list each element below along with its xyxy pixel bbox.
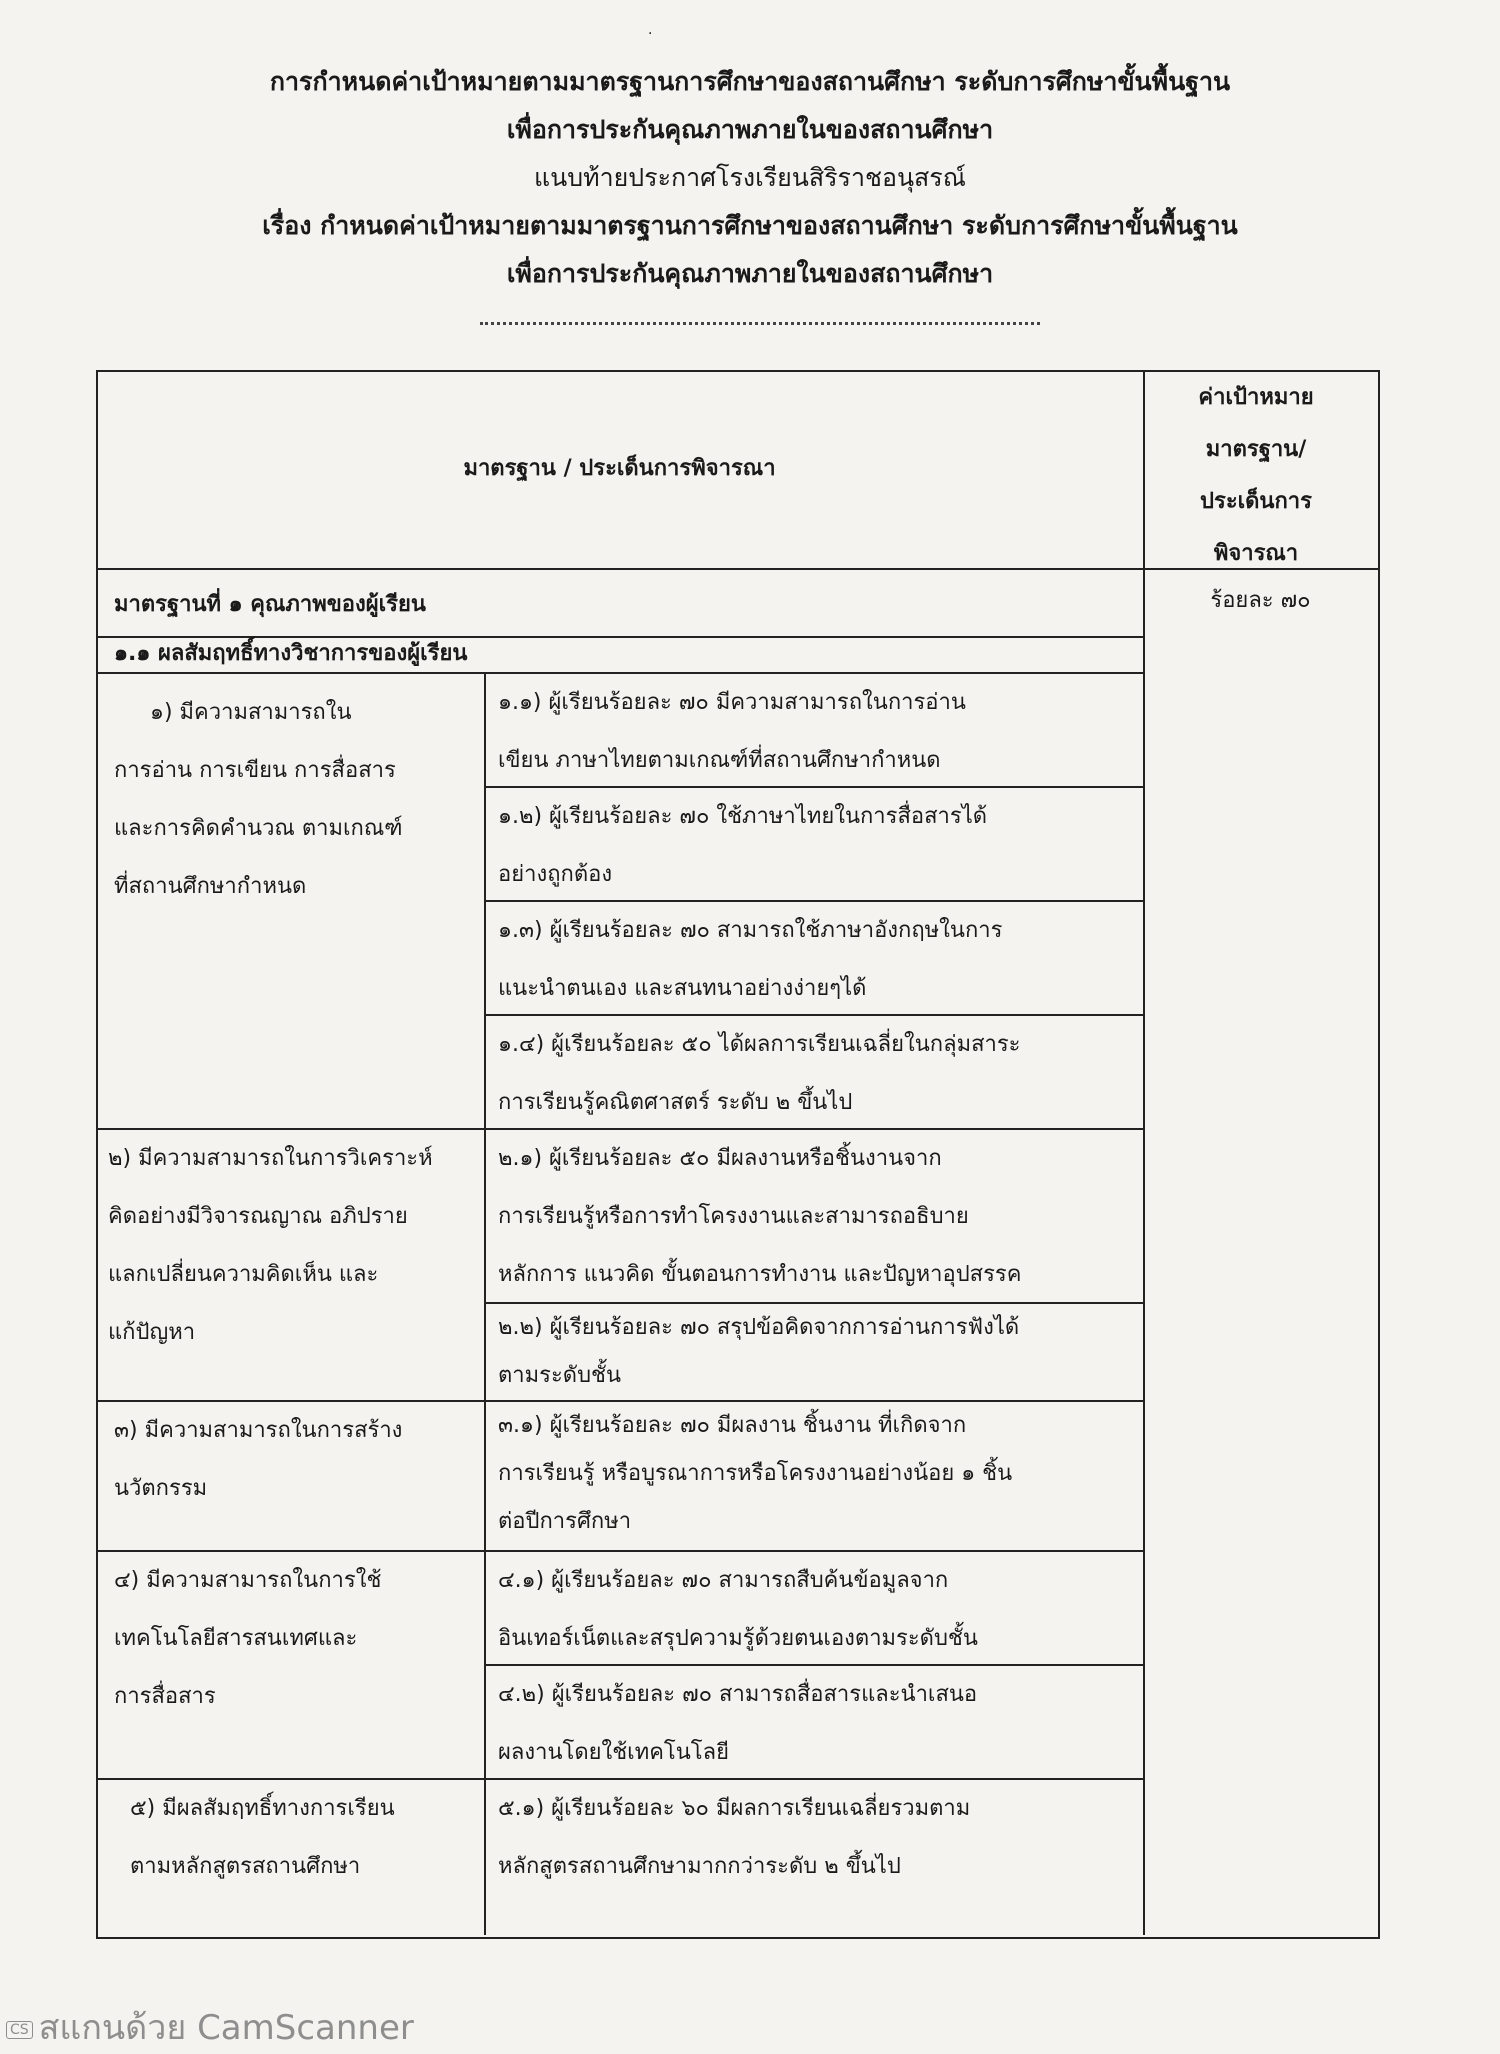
criterion-line: แนะนำตนเอง และสนทนาอย่างง่ายๆได้ [498,976,867,1001]
section-title: ๑.๑ ผลสัมฤทธิ์ทางวิชาการของผู้เรียน [114,641,468,666]
criterion-2-2 [498,1304,1019,1400]
camscanner-badge: CS [6,2021,33,2039]
criterion-line: หลักสูตรสถานศึกษามากกว่าระดับ ๒ ขึ้นไป [498,1854,901,1879]
header-line-1: การกำหนดค่าเป้าหมายตามมาตรฐานการศึกษาของสถานศึกษา ระดับการศึกษาขั้นพื้นฐาน [269,67,1231,96]
topic-2 [108,1130,433,1362]
criterion-line: ผลงานโดยใช้เทคโนโลยี [498,1740,729,1765]
col-header-target-line: มาตรฐาน/ [1205,437,1307,462]
criterion-line: ๑.๑) ผู้เรียนร้อยละ ๗๐ มีความสามารถในการอ่าน [498,690,966,715]
criterion-line: หลักการ แนวคิด ขั้นตอนการทำงาน และปัญหาอุปสรรค [498,1262,1022,1287]
criterion-line: ๔.๑) ผู้เรียนร้อยละ ๗๐ สามารถสืบค้นข้อมูลจาก [498,1568,949,1593]
criterion-line: ๒.๒) ผู้เรียนร้อยละ ๗๐ สรุปข้อคิดจากการอ่านการฟังได้ [498,1315,1020,1340]
topic-line: เทคโนโลยีสารสนเทศและ [114,1626,358,1651]
topic-line: ที่สถานศึกษากำหนด [114,874,307,899]
topic-line: ๓) มีความสามารถในการสร้าง [114,1418,403,1443]
topic-line: นวัตกรรม [114,1476,208,1501]
col-header-standards: มาตรฐาน / ประเด็นการพิจารณา [463,456,776,481]
header-line-3: แนบท้ายประกาศโรงเรียนสิริราชอนุสรณ์ [534,163,966,192]
header-line-4: เรื่อง กำหนดค่าเป้าหมายตามมาตรฐานการศึกษาของสถานศึกษา ระดับการศึกษาขั้นพื้นฐาน [262,211,1238,240]
document-header [0,58,1500,298]
criterion-line: ๔.๒) ผู้เรียนร้อยละ ๗๐ สามารถสื่อสารและนำเสนอ [498,1682,978,1707]
standard-target: ร้อยละ ๗๐ [1210,588,1311,613]
criterion-line: ๕.๑) ผู้เรียนร้อยละ ๖๐ มีผลการเรียนเฉลี่ยรวมตาม [498,1796,971,1821]
criterion-line: ตามระดับชั้น [498,1363,621,1388]
dotted-separator [480,322,1040,325]
criterion-1-4 [498,1016,1020,1132]
topic-line: แก้ปัญหา [108,1320,196,1345]
criterion-line: อินเทอร์เน็ตและสรุปความรู้ด้วยตนเองตามระดับชั้น [498,1626,978,1651]
criterion-line: ต่อปีการศึกษา [498,1509,632,1534]
topic-line: แลกเปลี่ยนความคิดเห็น และ [108,1262,379,1287]
topic-1 [114,684,403,916]
criterion-line: ๓.๑) ผู้เรียนร้อยละ ๗๐ มีผลงาน ชิ้นงาน ที่เกิดจาก [498,1413,967,1438]
scan-speck: . [648,22,653,38]
criterion-3-1 [498,1402,1012,1546]
criterion-1-2 [498,788,987,904]
camscanner-text: สแกนด้วย CamScanner [38,2008,414,2048]
criterion-line: การเรียนรู้หรือการทำโครงงานและสามารถอธิบาย [498,1204,969,1229]
criterion-line: ๑.๒) ผู้เรียนร้อยละ ๗๐ ใช้ภาษาไทยในการสื่อสารได้ [498,804,988,829]
topic-line: การสื่อสาร [114,1684,216,1709]
col-header-target-line: พิจารณา [1213,541,1299,566]
topic-line: ๑) มีความสามารถใน [150,700,352,725]
header-line-5: เพื่อการประกันคุณภาพภายในของสถานศึกษา [506,259,994,288]
topic-line: ๒) มีความสามารถในการวิเคราะห์ [108,1146,433,1171]
topic-line: การอ่าน การเขียน การสื่อสาร [114,758,396,783]
criterion-5-1 [498,1780,970,1896]
criterion-1-3 [498,902,1002,1018]
topic-4 [114,1552,381,1726]
camscanner-watermark [6,2000,414,2054]
criterion-line: ๑.๓) ผู้เรียนร้อยละ ๗๐ สามารถใช้ภาษาอังกฤษในการ [498,918,1003,943]
col-header-target-line: ค่าเป้าหมาย [1198,385,1314,410]
criterion-line: เขียน ภาษาไทยตามเกณฑ์ที่สถานศึกษากำหนด [498,748,941,773]
criterion-1-1 [498,674,966,790]
criterion-4-2 [498,1666,977,1782]
criterion-line: อย่างถูกต้อง [498,862,613,887]
criterion-2-1 [498,1130,1021,1304]
topic-line: คิดอย่างมีวิจารณญาณ อภิปราย [108,1204,408,1229]
criterion-line: ๒.๑) ผู้เรียนร้อยละ ๕๐ มีผลงานหรือชิ้นงานจาก [498,1146,942,1171]
criterion-line: การเรียนรู้คณิตศาสตร์ ระดับ ๒ ขึ้นไป [498,1090,853,1115]
header-line-2: เพื่อการประกันคุณภาพภายในของสถานศึกษา [506,115,994,144]
col-header-target-line: ประเด็นการ [1200,489,1312,514]
topic-5 [130,1780,395,1896]
criterion-4-1 [498,1552,978,1668]
criterion-line: การเรียนรู้ หรือบูรณาการหรือโครงงานอย่างน้อย ๑ ชิ้น [498,1461,1013,1486]
topic-line: และการคิดคำนวณ ตามเกณฑ์ [114,816,403,841]
standard-title: มาตรฐานที่ ๑ คุณภาพของผู้เรียน [114,592,426,617]
topic-line: ๕) มีผลสัมฤทธิ์ทางการเรียน [130,1796,395,1821]
criterion-line: ๑.๔) ผู้เรียนร้อยละ ๕๐ ได้ผลการเรียนเฉลี่ยในกลุ่มสาระ [498,1032,1021,1057]
topic-3 [114,1402,402,1518]
topic-line: ตามหลักสูตรสถานศึกษา [130,1854,361,1879]
col-header-target [1140,372,1372,580]
topic-line: ๔) มีความสามารถในการใช้ [114,1568,382,1593]
